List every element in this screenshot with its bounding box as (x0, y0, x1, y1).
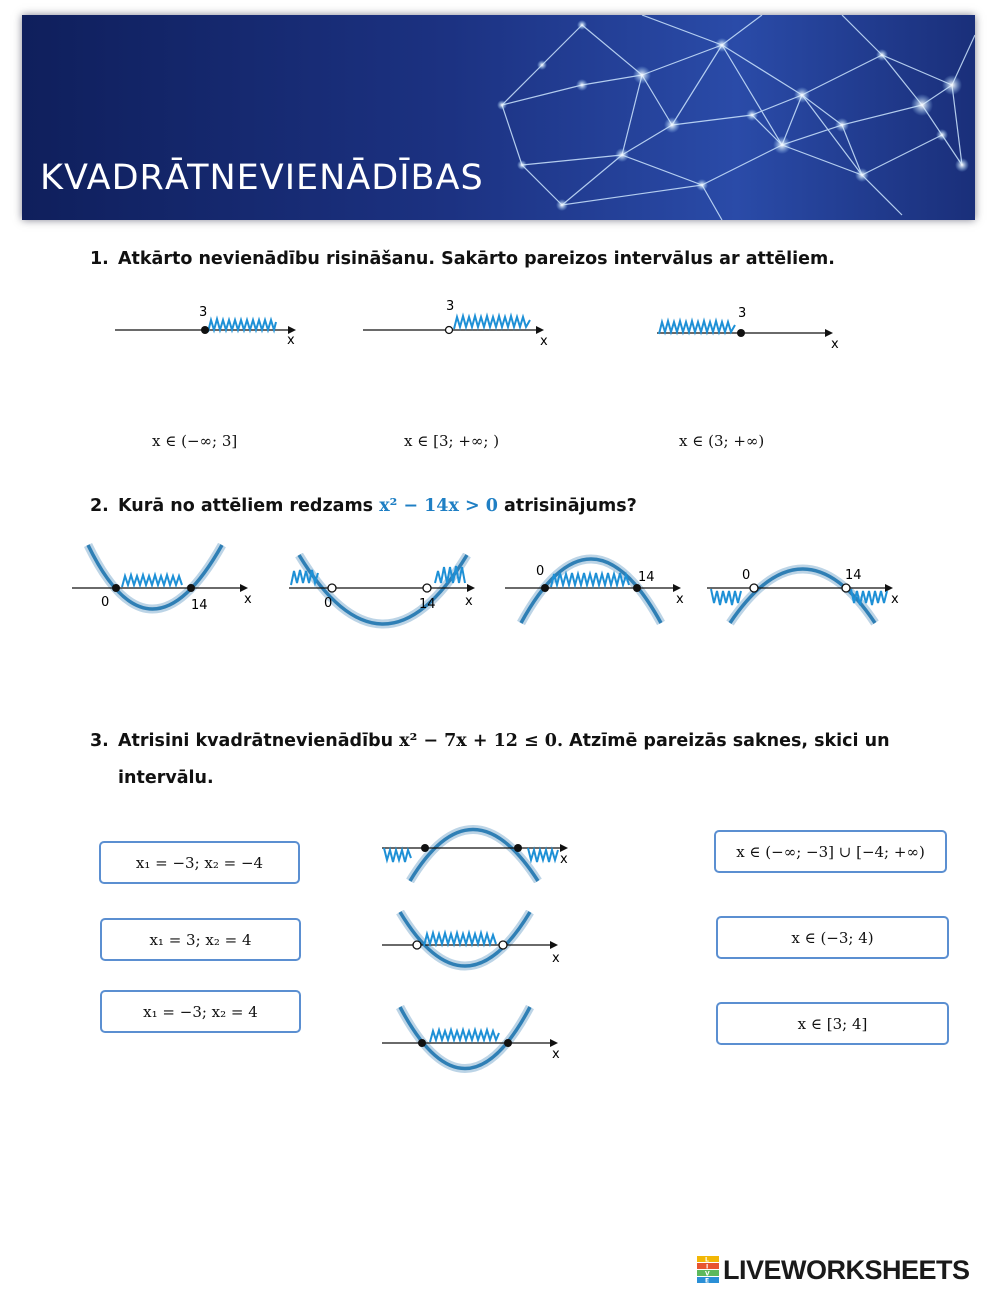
question-number: 1. (90, 249, 109, 269)
point-label: 3 (738, 306, 747, 321)
interval-option-1[interactable]: x ∈ (−∞; −3] ∪ [−4; +∞) (714, 830, 947, 873)
root-label-1: 0 (101, 595, 110, 610)
question-number: 3. (90, 731, 109, 751)
axis-label: x (244, 592, 252, 607)
brand-name: LIVEWORKSHEETS (723, 1254, 970, 1285)
parabola-figure-3[interactable] (503, 545, 698, 627)
header-banner (22, 15, 975, 220)
axis-label: x (287, 333, 295, 348)
liveworksheets-logo (697, 1254, 970, 1286)
point-label: 3 (199, 305, 208, 320)
axis-label: x (560, 852, 568, 867)
point-label: 3 (446, 299, 455, 314)
root-label-2: 14 (419, 597, 436, 612)
question-1 (90, 249, 835, 269)
axis-label: x (676, 592, 684, 607)
interval-answer-2[interactable]: x ∈ [3; +∞; ) (404, 432, 500, 450)
root-label-2: 14 (191, 598, 208, 613)
sketch-option-2[interactable] (380, 910, 575, 975)
number-line-figure-a[interactable] (110, 300, 310, 350)
root-label-2: 14 (638, 570, 655, 585)
parabola-figure-2[interactable] (287, 553, 482, 635)
question-2 (90, 496, 637, 516)
logo-letter-2: I (706, 1263, 709, 1271)
question-number: 2. (90, 496, 109, 516)
question-text: Kurā no attēliem redzams (118, 496, 374, 516)
inequality-expression: x² − 7x + 12 ≤ 0. (399, 731, 564, 751)
question-text: Atkārto nevienādību risināšanu. Sakārto pareizos intervālus ar attēliem. (118, 249, 835, 269)
question-text-end: atrisinājums? (504, 496, 637, 516)
number-line-figure-b[interactable] (358, 295, 558, 350)
interval-option-2[interactable]: x ∈ (−3; 4) (716, 916, 949, 959)
interval-answer-1[interactable]: x ∈ (−∞; 3] (152, 432, 238, 450)
axis-label: x (552, 1047, 560, 1062)
parabola-figure-4[interactable] (705, 545, 910, 627)
question-3 (90, 731, 890, 751)
roots-option-2[interactable]: x₁ = 3; x₂ = 4 (100, 918, 301, 961)
root-label-1: 0 (536, 564, 545, 579)
axis-label: x (552, 951, 560, 966)
axis-label: x (540, 334, 548, 349)
logo-letter-3: V (705, 1270, 710, 1278)
inequality-expression: x² − 14x > 0 (379, 496, 498, 516)
sketch-option-1[interactable] (380, 808, 575, 883)
axis-label: x (831, 337, 839, 352)
root-label-1: 0 (742, 568, 751, 583)
logo-mark-icon (697, 1256, 719, 1284)
logo-letter-4: E (705, 1277, 710, 1284)
page-title: KVADRĀTNEVIENĀDĪBAS (40, 158, 484, 198)
sketch-option-3[interactable] (380, 1005, 575, 1085)
roots-option-1[interactable]: x₁ = −3; x₂ = −4 (99, 841, 300, 884)
axis-label: x (465, 594, 473, 609)
interval-option-3[interactable]: x ∈ [3; 4] (716, 1002, 949, 1045)
number-line-figure-c[interactable] (655, 300, 845, 355)
axis-label: x (891, 592, 899, 607)
root-label-2: 14 (845, 568, 862, 583)
question-3-line-2: intervālu. (118, 768, 214, 788)
question-text: Atrisini kvadrātnevienādību (118, 731, 394, 751)
parabola-figure-1[interactable] (70, 543, 260, 625)
roots-option-3[interactable]: x₁ = −3; x₂ = 4 (100, 990, 301, 1033)
root-label-1: 0 (324, 596, 333, 611)
question-text-end: Atzīmē pareizās saknes, skici un (569, 731, 890, 751)
logo-letter-1: L (705, 1256, 709, 1264)
interval-answer-3[interactable]: x ∈ (3; +∞) (679, 432, 765, 450)
